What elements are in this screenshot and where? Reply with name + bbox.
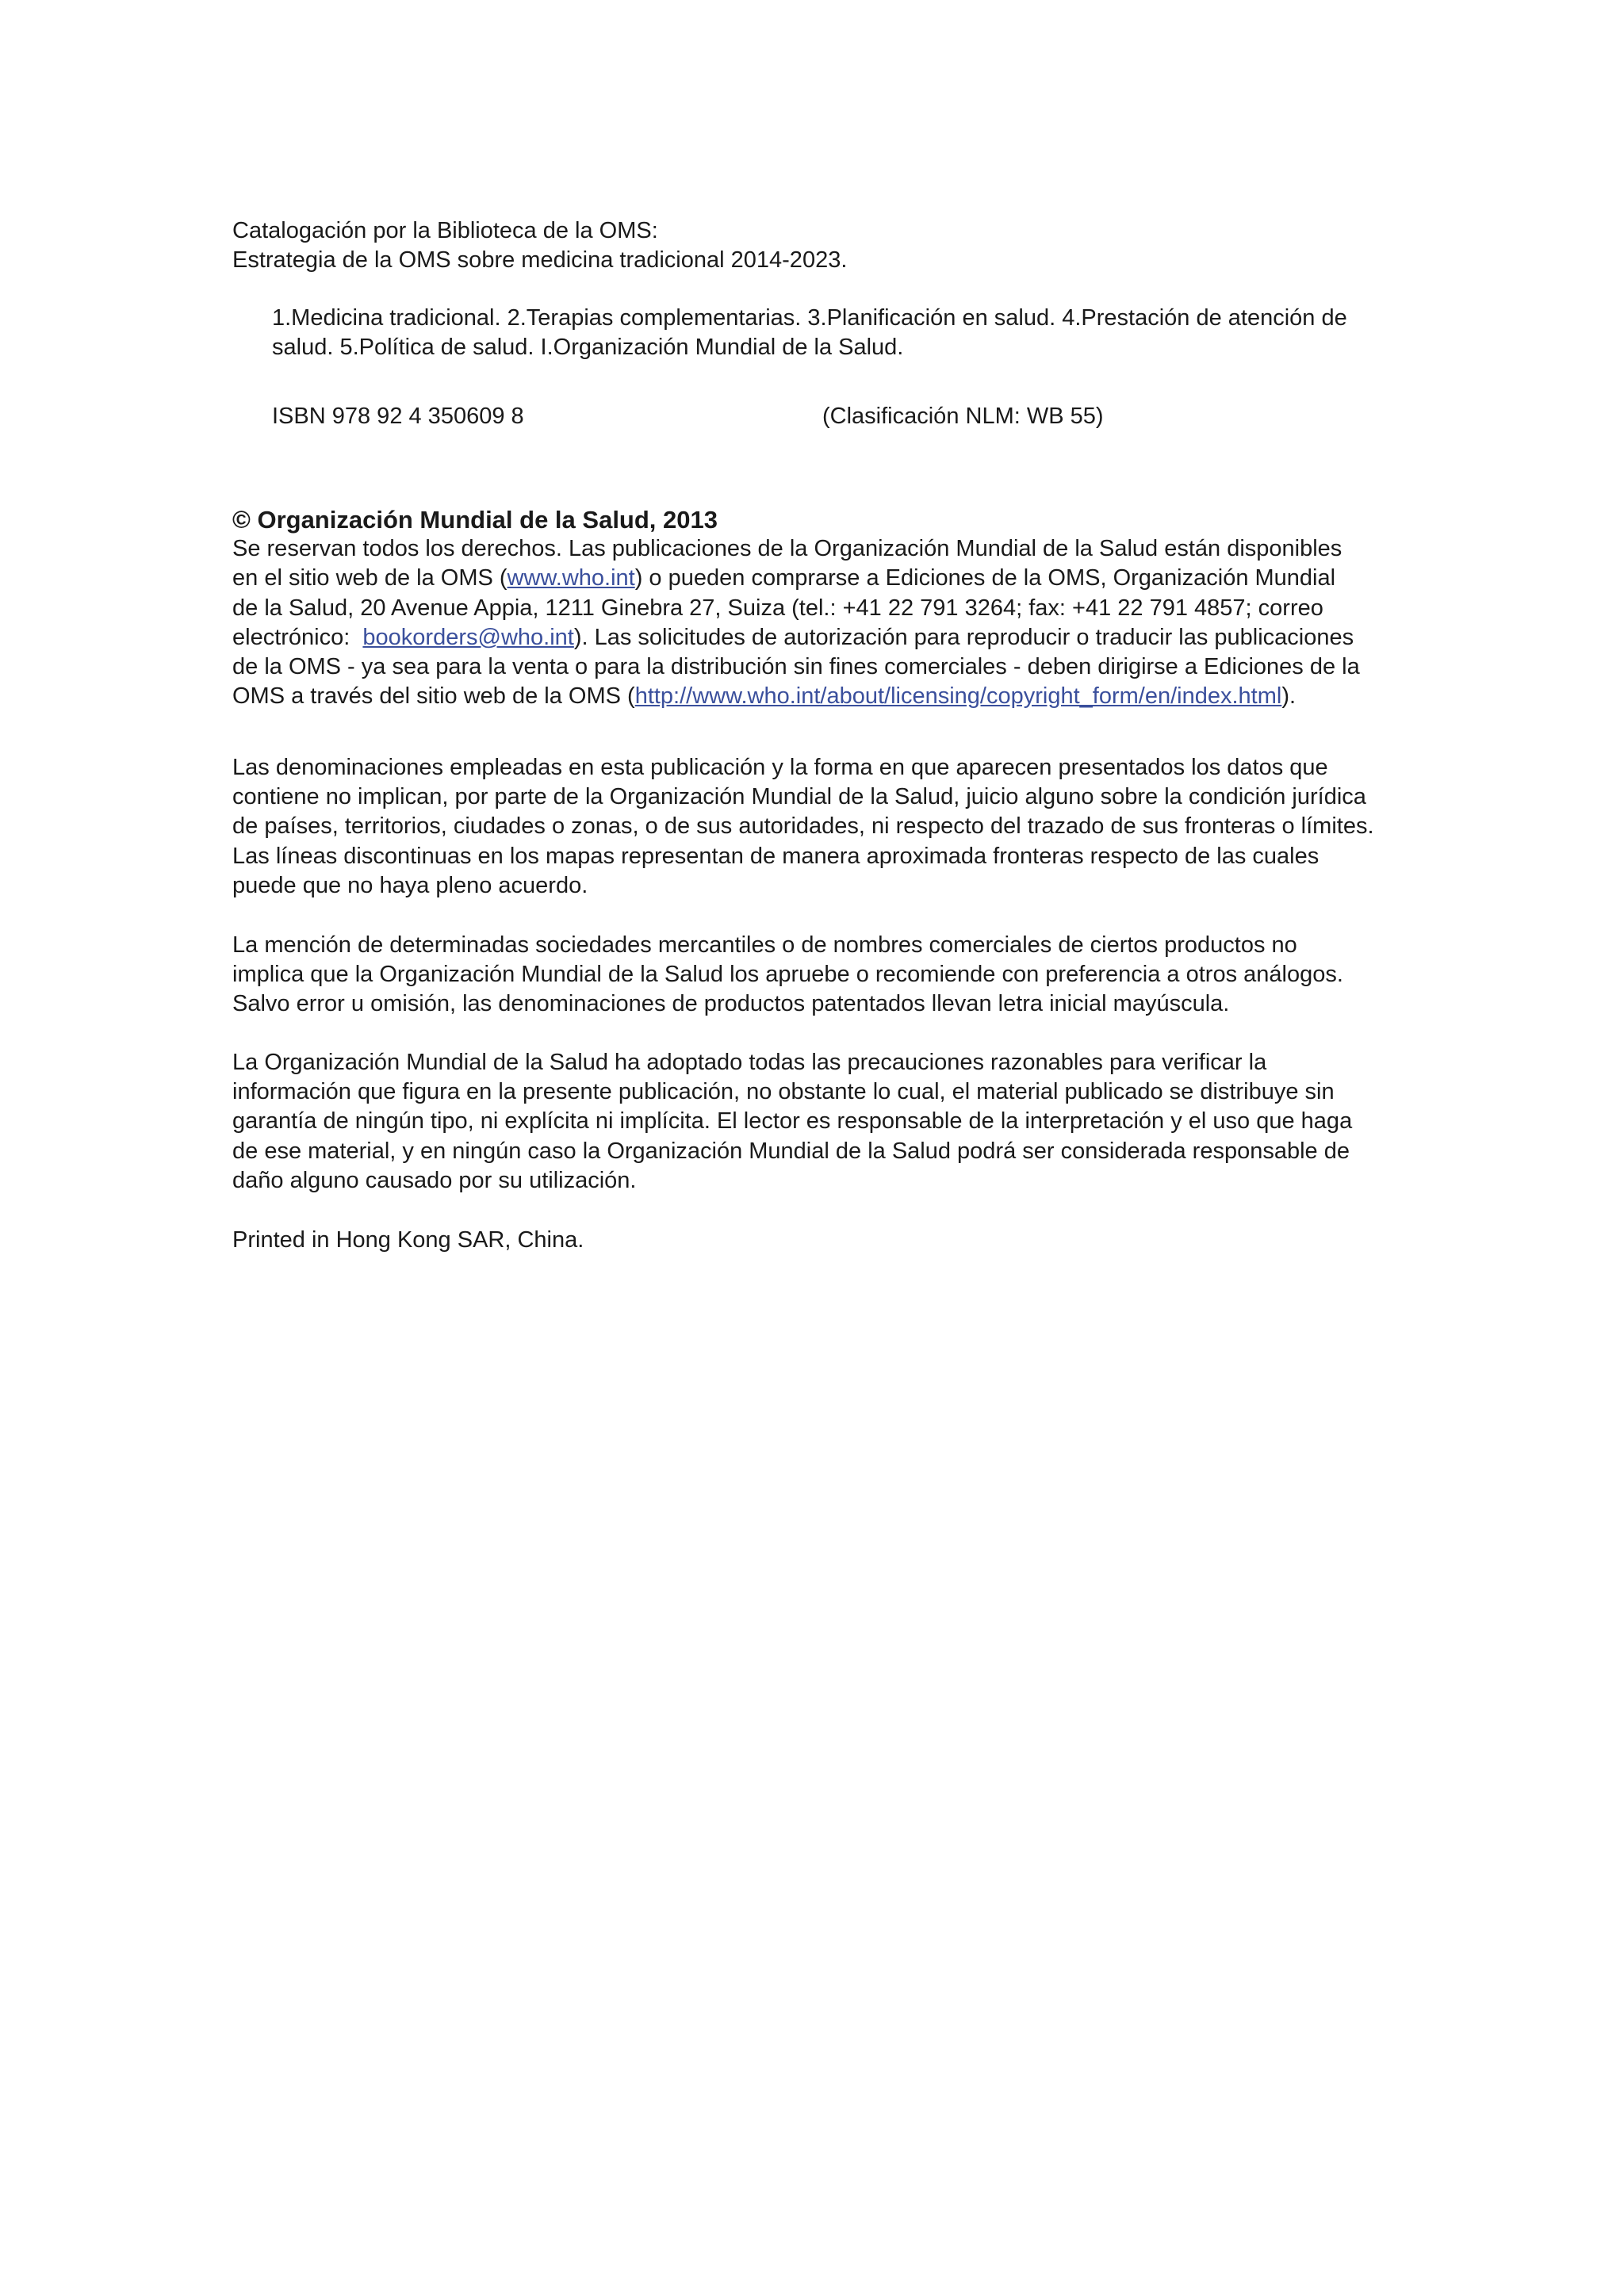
- copyright-line: Se reservan todos los derechos. Las publicaciones de la Organización Mundial de la Salud están disponibles: [232, 536, 1342, 562]
- text-segment: electrónico:: [232, 624, 363, 650]
- paragraph-line: Salvo error u omisión, las denominaciones de productos patentados llevan letra inicial mayúscula.: [232, 991, 1230, 1017]
- printed-note: [232, 1226, 1501, 1255]
- paragraph-line: daño alguno causado por su utilización.: [232, 1167, 637, 1193]
- paragraph-line: implica que la Organización Mundial de la Salud los apruebe o recomiende con preferencia a otros análogos.: [232, 962, 1343, 988]
- paragraph-line: de ese material, y en ningún caso la Organización Mundial de la Salud podrá ser considerada responsable de: [232, 1138, 1350, 1164]
- nlm-classification-text: (Clasificación NLM: WB 55): [822, 404, 1104, 429]
- who-website-link[interactable]: www.who.int: [507, 565, 635, 591]
- paragraph-line: puede que no haya pleno acuerdo.: [232, 872, 588, 898]
- disclaimer-paragraph-2: [232, 931, 1501, 1020]
- text-segment: OMS a través del sitio web de la OMS (: [232, 683, 635, 710]
- paragraph-line: Las líneas discontinuas en los mapas representan de manera aproximada fronteras respecto de las cuales: [232, 843, 1320, 869]
- paragraph-line: contiene no implican, por parte de la Organización Mundial de la Salud, juicio alguno sobre la condición jurídica: [232, 784, 1366, 810]
- copyright-line: de la Salud, 20 Avenue Appia, 1211 Ginebra 27, Suiza (tel.: +41 22 791 3264; fax: +41 22 791 4857; correo: [232, 595, 1323, 621]
- nlm-classification: [822, 402, 1104, 431]
- subjects-line: salud. 5.Política de salud. I.Organización Mundial de la Salud.: [272, 335, 904, 361]
- bookorders-email-link[interactable]: bookorders@who.int: [362, 624, 574, 650]
- copyright-heading: © Organización Mundial de la Salud, 2013: [232, 506, 718, 534]
- isbn-number: ISBN 978 92 4 350609 8: [272, 404, 524, 429]
- paragraph-line: información que figura en la presente publicación, no obstante lo cual, el material publicado se distribuye sin: [232, 1079, 1335, 1105]
- text-segment: ). Las solicitudes de autorización para reproducir o traducir las publicaciones: [573, 624, 1354, 650]
- paragraph-line: La Organización Mundial de la Salud ha adoptado todas las precauciones razonables para verificar la: [232, 1050, 1267, 1075]
- disclaimer-paragraph-3: [232, 1048, 1501, 1196]
- text-segment: ) o pueden comprarse a Ediciones de la OMS, Organización Mundial: [634, 565, 1336, 591]
- copyright-line: de la OMS - ya sea para la venta o para la distribución sin fines comerciales - deben dirigirse a Ediciones de la: [232, 654, 1360, 680]
- paragraph-line: de países, territorios, ciudades o zonas, o de sus autoridades, ni respecto del trazado de sus fronteras o límites.: [232, 813, 1374, 840]
- copyright-line: [232, 682, 1501, 711]
- copyright-line: [232, 564, 1501, 593]
- printed-line: Printed in Hong Kong SAR, China.: [232, 1227, 584, 1253]
- text-segment: en el sitio web de la OMS (: [232, 565, 508, 591]
- catalog-line: Catalogación por la Biblioteca de la OMS:: [232, 218, 658, 243]
- paragraph-line: Las denominaciones empleadas en esta publicación y la forma en que aparecen presentados los datos que: [232, 755, 1328, 780]
- catalog-title-line: Estrategia de la OMS sobre medicina tradicional 2014-2023.: [232, 247, 848, 274]
- licensing-form-link[interactable]: http://www.who.int/about/licensing/copyright_form/en/index.html: [634, 683, 1282, 710]
- paragraph-line: La mención de determinadas sociedades mercantiles o de nombres comerciales de ciertos productos no: [232, 932, 1297, 958]
- disclaimer-paragraph-1: [232, 753, 1501, 901]
- paragraph-line: garantía de ningún tipo, ni explícita ni implícita. El lector es responsable de la interpretación y el uso que haga: [232, 1108, 1353, 1135]
- catalog-block: [232, 216, 1501, 275]
- copyright-line: [232, 623, 1501, 652]
- copyright-block: [232, 505, 1501, 711]
- subjects-block: [272, 304, 1541, 362]
- subjects-line: 1.Medicina tradicional. 2.Terapias complementarias. 3.Planificación en salud. 4.Prestación de atención de: [272, 305, 1347, 331]
- text-segment: ).: [1281, 683, 1297, 710]
